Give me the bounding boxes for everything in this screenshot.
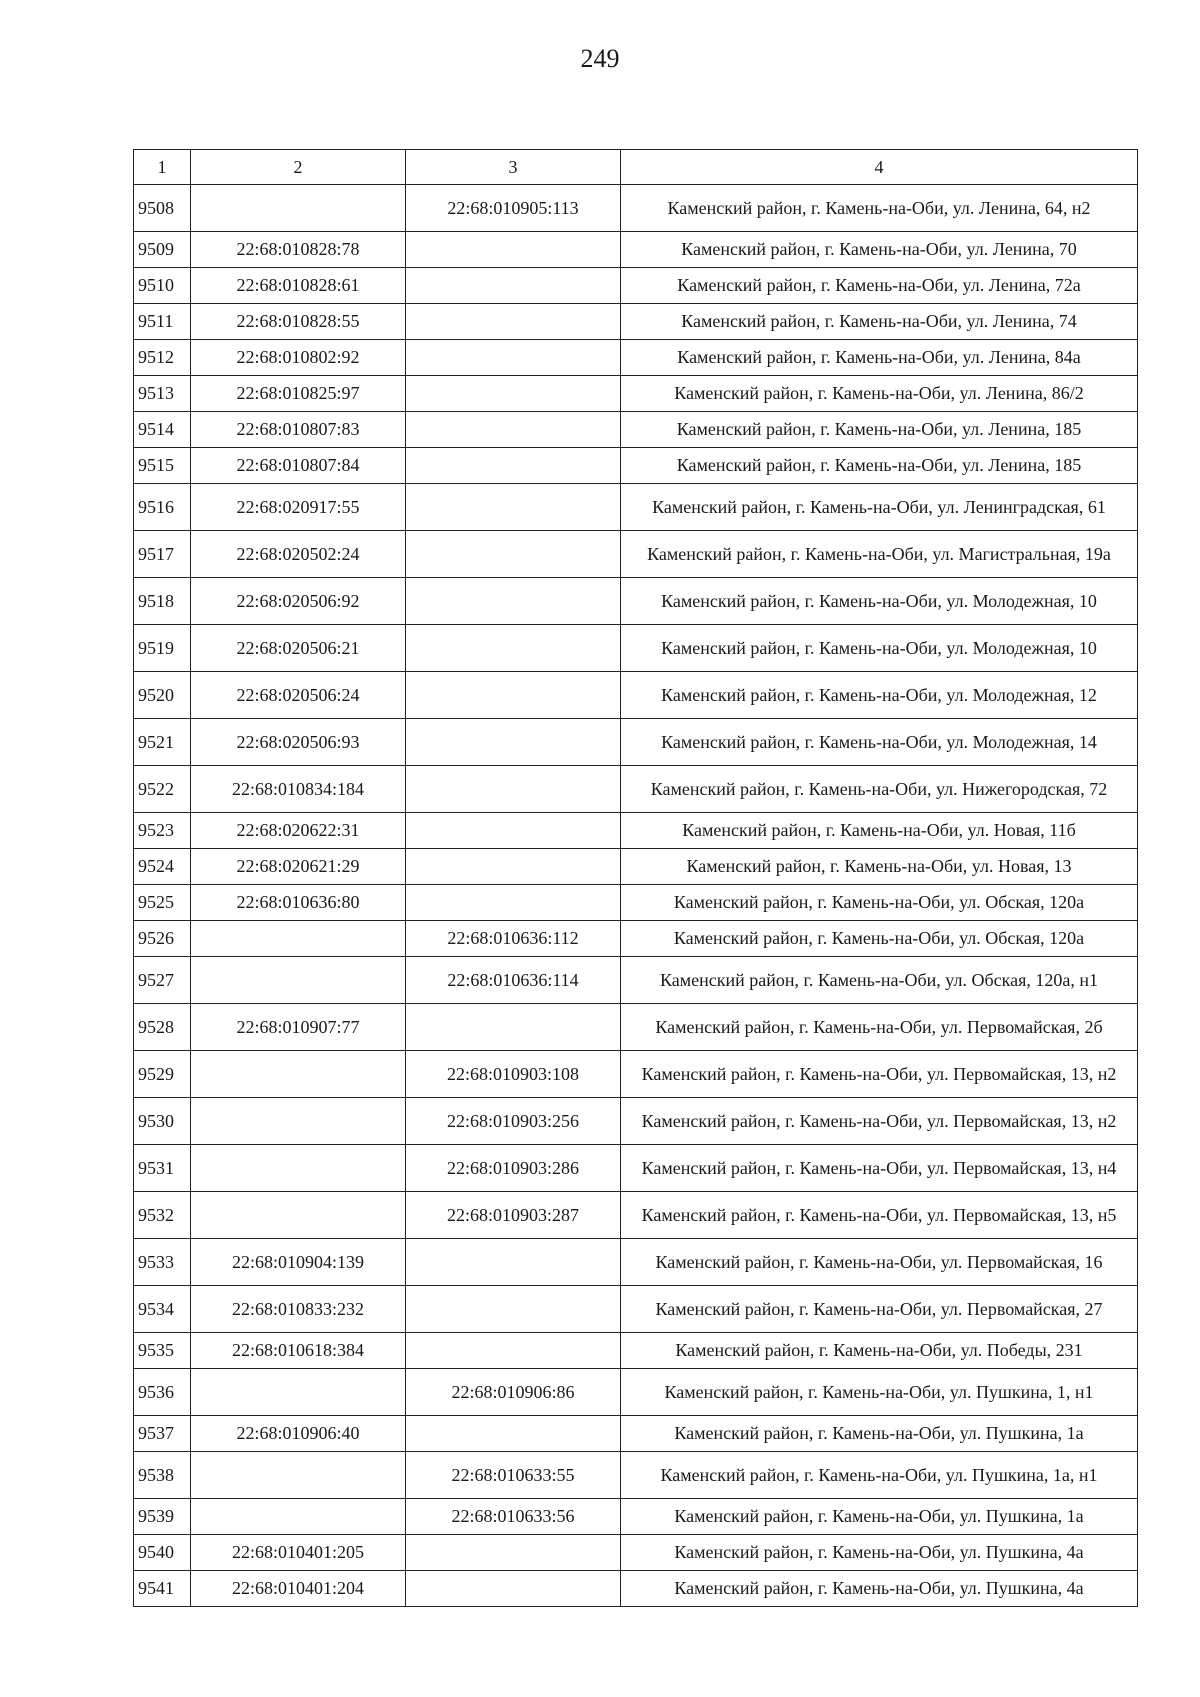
table-row (134, 1571, 1138, 1607)
cadastral-number-cell: 22:68:010834:184 (191, 766, 406, 813)
cadastral-number-cell (406, 1535, 621, 1571)
header-row (134, 150, 1138, 185)
row-number-cell: 9510 (134, 268, 191, 304)
row-number-cell: 9535 (134, 1333, 191, 1369)
address-cell: Каменский район, г. Камень-на-Оби, ул. Ленина, 72а (621, 268, 1138, 304)
cadastral-number-cell: 22:68:010833:232 (191, 1286, 406, 1333)
row-number-cell: 9519 (134, 625, 191, 672)
address-cell: Каменский район, г. Камень-на-Оби, ул. Первомайская, 16 (621, 1239, 1138, 1286)
table-row (134, 1051, 1138, 1098)
cadastral-number-cell: 22:68:010802:92 (191, 340, 406, 376)
table-row (134, 268, 1138, 304)
address-cell: Каменский район, г. Камень-на-Оби, ул. Обская, 120а (621, 921, 1138, 957)
cadastral-number-cell (406, 484, 621, 531)
row-number-cell: 9517 (134, 531, 191, 578)
cadastral-number-cell: 22:68:010401:205 (191, 1535, 406, 1571)
cadastral-number-cell (406, 268, 621, 304)
table-row (134, 1145, 1138, 1192)
table-row (134, 1535, 1138, 1571)
row-number-cell: 9522 (134, 766, 191, 813)
address-cell: Каменский район, г. Камень-на-Оби, ул. Первомайская, 13, н2 (621, 1051, 1138, 1098)
cadastral-number-cell: 22:68:020506:92 (191, 578, 406, 625)
registry-table (133, 149, 1138, 1607)
cadastral-number-cell (191, 1452, 406, 1499)
cadastral-number-cell (191, 1499, 406, 1535)
table-row (134, 1239, 1138, 1286)
table-row (134, 1416, 1138, 1452)
cadastral-number-cell (191, 1098, 406, 1145)
table-row (134, 448, 1138, 484)
table-row (134, 625, 1138, 672)
cadastral-number-cell: 22:68:010807:83 (191, 412, 406, 448)
row-number-cell: 9541 (134, 1571, 191, 1607)
cadastral-number-cell: 22:68:020622:31 (191, 813, 406, 849)
address-cell: Каменский район, г. Камень-на-Оби, ул. Пушкина, 1а, н1 (621, 1452, 1138, 1499)
column-header-1: 1 (134, 150, 191, 185)
address-cell: Каменский район, г. Камень-на-Оби, ул. Пушкина, 4а (621, 1571, 1138, 1607)
row-number-cell: 9518 (134, 578, 191, 625)
cadastral-number-cell (406, 578, 621, 625)
table-row (134, 849, 1138, 885)
table-row (134, 1098, 1138, 1145)
cadastral-number-cell (191, 957, 406, 1004)
cadastral-number-cell: 22:68:010903:287 (406, 1192, 621, 1239)
row-number-cell: 9514 (134, 412, 191, 448)
cadastral-number-cell (406, 625, 621, 672)
address-cell: Каменский район, г. Камень-на-Оби, ул. Ленина, 64, н2 (621, 185, 1138, 232)
cadastral-number-cell (406, 340, 621, 376)
table-row (134, 1004, 1138, 1051)
cadastral-number-cell (406, 412, 621, 448)
cadastral-number-cell: 22:68:010807:84 (191, 448, 406, 484)
cadastral-number-cell: 22:68:010907:77 (191, 1004, 406, 1051)
cadastral-number-cell: 22:68:010906:86 (406, 1369, 621, 1416)
cadastral-number-cell (191, 1369, 406, 1416)
row-number-cell: 9540 (134, 1535, 191, 1571)
cadastral-number-cell: 22:68:010633:55 (406, 1452, 621, 1499)
table-row (134, 885, 1138, 921)
page-number: 249 (580, 44, 620, 73)
row-number-cell: 9538 (134, 1452, 191, 1499)
row-number-cell: 9533 (134, 1239, 191, 1286)
cadastral-number-cell (191, 921, 406, 957)
cadastral-number-cell: 22:68:010905:113 (406, 185, 621, 232)
table-row (134, 1333, 1138, 1369)
column-header-2: 2 (191, 150, 406, 185)
row-number-cell: 9513 (134, 376, 191, 412)
cadastral-number-cell (406, 672, 621, 719)
cadastral-number-cell: 22:68:020506:93 (191, 719, 406, 766)
cadastral-number-cell (406, 849, 621, 885)
table-row (134, 304, 1138, 340)
cadastral-number-cell: 22:68:010903:286 (406, 1145, 621, 1192)
address-cell: Каменский район, г. Камень-на-Оби, ул. Новая, 11б (621, 813, 1138, 849)
cadastral-number-cell: 22:68:010828:61 (191, 268, 406, 304)
row-number-cell: 9530 (134, 1098, 191, 1145)
address-cell: Каменский район, г. Камень-на-Оби, ул. Ленина, 74 (621, 304, 1138, 340)
cadastral-number-cell: 22:68:010825:97 (191, 376, 406, 412)
address-cell: Каменский район, г. Камень-на-Оби, ул. Молодежная, 10 (621, 625, 1138, 672)
table-row (134, 1499, 1138, 1535)
cadastral-number-cell: 22:68:010401:204 (191, 1571, 406, 1607)
table-row (134, 672, 1138, 719)
cadastral-number-cell: 22:68:010828:55 (191, 304, 406, 340)
address-cell: Каменский район, г. Камень-на-Оби, ул. Пушкина, 1, н1 (621, 1369, 1138, 1416)
cadastral-number-cell: 22:68:020917:55 (191, 484, 406, 531)
table-row (134, 412, 1138, 448)
cadastral-number-cell (406, 1239, 621, 1286)
address-cell: Каменский район, г. Камень-на-Оби, ул. Ленинградская, 61 (621, 484, 1138, 531)
address-cell: Каменский район, г. Камень-на-Оби, ул. Ленина, 70 (621, 232, 1138, 268)
table-row (134, 232, 1138, 268)
address-cell: Каменский район, г. Камень-на-Оби, ул. Молодежная, 10 (621, 578, 1138, 625)
row-number-cell: 9516 (134, 484, 191, 531)
cadastral-number-cell (406, 376, 621, 412)
row-number-cell: 9526 (134, 921, 191, 957)
cadastral-number-cell: 22:68:010636:112 (406, 921, 621, 957)
row-number-cell: 9532 (134, 1192, 191, 1239)
table-row (134, 484, 1138, 531)
table-row (134, 185, 1138, 232)
row-number-cell: 9508 (134, 185, 191, 232)
row-number-cell: 9521 (134, 719, 191, 766)
table-row (134, 719, 1138, 766)
row-number-cell: 9529 (134, 1051, 191, 1098)
address-cell: Каменский район, г. Камень-на-Оби, ул. Новая, 13 (621, 849, 1138, 885)
cadastral-number-cell (406, 304, 621, 340)
address-cell: Каменский район, г. Камень-на-Оби, ул. Нижегородская, 72 (621, 766, 1138, 813)
cadastral-number-cell (406, 1416, 621, 1452)
cadastral-number-cell: 22:68:010618:384 (191, 1333, 406, 1369)
row-number-cell: 9534 (134, 1286, 191, 1333)
cadastral-number-cell (406, 1333, 621, 1369)
cadastral-number-cell: 22:68:010636:114 (406, 957, 621, 1004)
address-cell: Каменский район, г. Камень-на-Оби, ул. Победы, 231 (621, 1333, 1138, 1369)
row-number-cell: 9528 (134, 1004, 191, 1051)
address-cell: Каменский район, г. Камень-на-Оби, ул. Магистральная, 19а (621, 531, 1138, 578)
row-number-cell: 9539 (134, 1499, 191, 1535)
cadastral-number-cell: 22:68:020621:29 (191, 849, 406, 885)
table-row (134, 376, 1138, 412)
table-row (134, 531, 1138, 578)
address-cell: Каменский район, г. Камень-на-Оби, ул. Первомайская, 2б (621, 1004, 1138, 1051)
cadastral-number-cell: 22:68:010903:256 (406, 1098, 621, 1145)
cadastral-number-cell (406, 1004, 621, 1051)
row-number-cell: 9512 (134, 340, 191, 376)
cadastral-number-cell: 22:68:020506:24 (191, 672, 406, 719)
cadastral-number-cell: 22:68:010904:139 (191, 1239, 406, 1286)
cadastral-number-cell (406, 1571, 621, 1607)
table-row (134, 1452, 1138, 1499)
table-row (134, 578, 1138, 625)
row-number-cell: 9537 (134, 1416, 191, 1452)
cadastral-number-cell (406, 232, 621, 268)
table-body (134, 185, 1138, 1607)
table-row (134, 340, 1138, 376)
address-cell: Каменский район, г. Камень-на-Оби, ул. Первомайская, 13, н5 (621, 1192, 1138, 1239)
cadastral-number-cell (406, 813, 621, 849)
table-row (134, 766, 1138, 813)
table-row (134, 1286, 1138, 1333)
row-number-cell: 9520 (134, 672, 191, 719)
table-row (134, 921, 1138, 957)
cadastral-number-cell (406, 1286, 621, 1333)
address-cell: Каменский район, г. Камень-на-Оби, ул. Пушкина, 4а (621, 1535, 1138, 1571)
address-cell: Каменский район, г. Камень-на-Оби, ул. Обская, 120а (621, 885, 1138, 921)
row-number-cell: 9509 (134, 232, 191, 268)
row-number-cell: 9536 (134, 1369, 191, 1416)
address-cell: Каменский район, г. Камень-на-Оби, ул. Пушкина, 1а (621, 1499, 1138, 1535)
table-row (134, 1369, 1138, 1416)
address-cell: Каменский район, г. Камень-на-Оби, ул. Ленина, 84а (621, 340, 1138, 376)
cadastral-number-cell: 22:68:010828:78 (191, 232, 406, 268)
address-cell: Каменский район, г. Камень-на-Оби, ул. Ленина, 86/2 (621, 376, 1138, 412)
table-row (134, 813, 1138, 849)
address-cell: Каменский район, г. Камень-на-Оби, ул. Ленина, 185 (621, 412, 1138, 448)
address-cell: Каменский район, г. Камень-на-Оби, ул. Первомайская, 27 (621, 1286, 1138, 1333)
column-header-4: 4 (621, 150, 1138, 185)
row-number-cell: 9515 (134, 448, 191, 484)
cadastral-number-cell (406, 531, 621, 578)
address-cell: Каменский район, г. Камень-на-Оби, ул. Пушкина, 1а (621, 1416, 1138, 1452)
cadastral-number-cell (191, 1051, 406, 1098)
row-number-cell: 9525 (134, 885, 191, 921)
address-cell: Каменский район, г. Камень-на-Оби, ул. Молодежная, 14 (621, 719, 1138, 766)
row-number-cell: 9527 (134, 957, 191, 1004)
row-number-cell: 9524 (134, 849, 191, 885)
cadastral-number-cell: 22:68:020506:21 (191, 625, 406, 672)
address-cell: Каменский район, г. Камень-на-Оби, ул. Первомайская, 13, н4 (621, 1145, 1138, 1192)
cadastral-number-cell: 22:68:010906:40 (191, 1416, 406, 1452)
cadastral-number-cell: 22:68:020502:24 (191, 531, 406, 578)
cadastral-number-cell: 22:68:010633:56 (406, 1499, 621, 1535)
cadastral-number-cell: 22:68:010636:80 (191, 885, 406, 921)
address-cell: Каменский район, г. Камень-на-Оби, ул. Обская, 120а, н1 (621, 957, 1138, 1004)
column-header-3: 3 (406, 150, 621, 185)
cadastral-number-cell (191, 185, 406, 232)
cadastral-number-cell: 22:68:010903:108 (406, 1051, 621, 1098)
cadastral-number-cell (191, 1145, 406, 1192)
cadastral-number-cell (406, 448, 621, 484)
row-number-cell: 9523 (134, 813, 191, 849)
table-row (134, 1192, 1138, 1239)
row-number-cell: 9511 (134, 304, 191, 340)
cadastral-number-cell (406, 719, 621, 766)
row-number-cell: 9531 (134, 1145, 191, 1192)
cadastral-number-cell (406, 766, 621, 813)
cadastral-number-cell (191, 1192, 406, 1239)
table-row (134, 957, 1138, 1004)
address-cell: Каменский район, г. Камень-на-Оби, ул. Ленина, 185 (621, 448, 1138, 484)
cadastral-number-cell (406, 885, 621, 921)
address-cell: Каменский район, г. Камень-на-Оби, ул. Первомайская, 13, н2 (621, 1098, 1138, 1145)
address-cell: Каменский район, г. Камень-на-Оби, ул. Молодежная, 12 (621, 672, 1138, 719)
